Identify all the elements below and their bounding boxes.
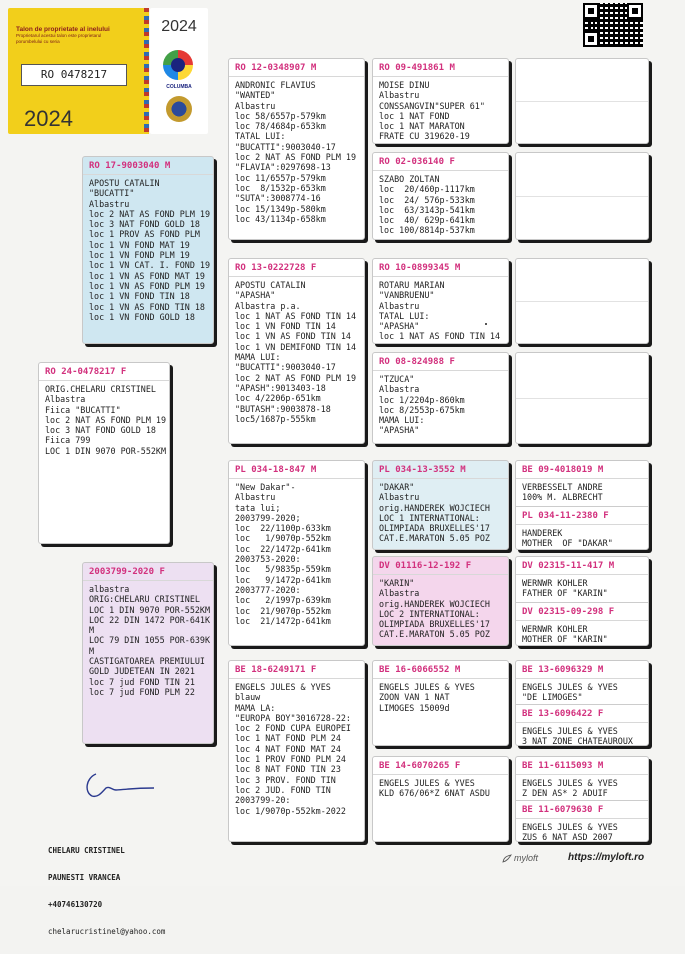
card-details: "DAKAR" Albastru orig.HANDEREK WOJCIECH LOC 1 INTERNATIONAL: OLIMPIADA BRUXELLES'17 CAT.E.MARATON 5.05 POZ [379, 482, 490, 544]
pedigree-card-granddam [372, 152, 509, 240]
owner-email: chelarucristinel@yahoo.com [48, 927, 166, 936]
card-ring: RO 02-036140 F [373, 153, 508, 171]
pedigree-card-grandsire [372, 58, 509, 144]
card-ring: RO 08-824988 F [373, 353, 508, 371]
card-ring: BE 09-4018019 M [516, 461, 648, 479]
card-ring: RO 17-9003040 M [83, 157, 213, 175]
footer [502, 853, 682, 869]
pedigree-card-dakar-parents [515, 460, 649, 550]
card-ring: BE 18-6249171 F [229, 661, 364, 679]
card-details: albastra ORIG:CHELARU CRISTINEL LOC 1 DIN 9070 POR-552KM LOC 22 DIN 1472 POR-641K M LOC 79 DIN 1055 POR-639K M CASTIGATOAREA PREMIULUI GOLD JUDETEAN IN 2021 loc 7 jud FOND TIN 21 loc 7 jud FOND PLM 22 [89, 584, 211, 697]
empty-card [515, 352, 649, 444]
talon-ring-number: RO 0478217 [21, 64, 127, 86]
card-ring: DV 02315-09-298 F [516, 603, 648, 621]
card-ring: RO 13-0222728 F [229, 259, 364, 277]
card-details: ENGELS JULES & YVES ZOON VAN 1 NAT LIMOGES 15009d [379, 682, 475, 713]
pedigree-card-engels-sire [372, 660, 509, 746]
card-details: ORIG.CHELARU CRISTINEL Albastra Fiica "BUCATTI" loc 2 NAT AS FOND PLM 19 loc 3 NAT FOND GOLD 18 Fiica 799 LOC 1 DIN 9070 POR-552KM [45, 384, 167, 456]
card-details: "TZUCA" Albastra loc 1/2204p-860km loc 8/2553p-675km MAMA LUI: "APASHA" [379, 374, 465, 436]
footer-brand: myloft [514, 853, 539, 863]
card-ring: BE 16-6066552 M [373, 661, 508, 679]
card-details: VERBESSELT ANDRE 100% M. ALBRECHT [522, 482, 603, 503]
card-details: APOSTU CATALIN "APASHA" Albastra p.a. loc 1 NAT AS FOND TIN 14 loc 1 VN FOND TIN 14 loc 1 VN AS FOND TIN 14 loc 1 VN DEMIFOND TIN 14 MAMA LUI: "BUCATTI":9003040-17 loc 2 NAT AS FOND PLM 19 "APASH":9013403-18 loc 4/2206p-651km "BUTASH":9003878-18 loc5/1687p-555km [235, 280, 357, 424]
flag-stripe [144, 8, 149, 134]
footer-url[interactable]: https://myloft.ro [568, 852, 645, 863]
card-details: "KARIN" Albastra orig.HANDEREK WOJCIECH LOC 2 INTERNATIONAL: OLIMPIADA BRUXELLES'17 CAT.E.MARATON 5.05 POZ [379, 578, 490, 640]
columba-logo-icon [163, 50, 193, 80]
card-details: ENGELS JULES & YVES ZUS 6 NAT ASD 2007 [522, 822, 618, 842]
card-details: ANDRONIC FLAVIUS "WANTED" Albastru loc 58/6557p-579km loc 78/4684p-653km TATAL LUI: "BUCATTI":9003040-17 loc 2 NAT AS FOND PLM 19 "FLAVIA":0297698-13 loc 11/6557p-579km loc 8/1532p-653km "SUTA":3008774-16 loc 15/1349p-580km loc 43/1134p-658km [235, 80, 357, 224]
owner-location: PAUNESTI VRANCEA [48, 873, 121, 882]
card-ring: RO 10-0899345 M [373, 259, 508, 277]
card-details: SZABO ZOLTAN loc 20/460p-1117km loc 24/ 576p-533km loc 63/3143p-541km loc 40/ 629p-641km loc 100/8814p-537km [379, 174, 475, 236]
card-details: WERNWR KOHLER FATHER OF "KARIN" [522, 578, 608, 599]
pedigree-card-dam-sire [372, 258, 509, 344]
card-ring: DV 02315-11-417 M [516, 557, 648, 575]
talon-title: Talon de proprietate al inelului [16, 26, 110, 33]
federation-logo-icon [166, 96, 192, 122]
card-ring: BE 14-6070265 F [373, 757, 508, 775]
pedigree-card-new-dakar [228, 460, 365, 646]
card-ring: RO 24-0478217 F [39, 363, 169, 381]
owner-contact [48, 828, 165, 954]
card-ring: BE 13-6096422 F [516, 705, 648, 723]
pedigree-card-engels-dam [228, 660, 365, 842]
pedigree-card-2003799 [82, 562, 214, 744]
owner-name: CHELARU CRISTINEL [48, 846, 125, 855]
empty-card [515, 258, 649, 344]
ownership-talon [8, 8, 145, 134]
card-details: ROTARU MARIAN "VANBRUENU" Albastru TATAL LUI: "APASHA" loc 1 NAT AS FOND TIN 14 [379, 280, 501, 342]
card-details: APOSTU CATALIN "BUCATTI" Albastru loc 2 NAT AS FOND PLM 19 loc 3 NAT FOND GOLD 18 loc 1 PROV AS FOND PLM loc 1 VN FOND MAT 19 loc 1 VN FOND PLM 19 loc 1 VN CAT. I. FOND 19 loc 1 VN AS FOND MAT 19 loc 1 VN AS FOND PLM 19 loc 1 VN FOND TIN 18 loc 1 VN AS FOND TIN 18 loc 1 VN FOND GOLD 18 [89, 178, 211, 322]
pedigree-card-engels-dam-dam [372, 756, 509, 842]
pedigree-card-dam [228, 258, 365, 444]
card-ring: PL 034-13-3552 M [373, 461, 508, 479]
pedigree-card-engels-dam-parents [515, 756, 649, 842]
card-ring: 2003799-2020 F [83, 563, 213, 581]
card-ring: BE 11-6115093 M [516, 757, 648, 775]
card-ring: PL 034-18-847 M [229, 461, 364, 479]
myloft-logo-icon [502, 854, 512, 864]
card-details: ENGELS JULES & YVES blauw MAMA LA: "EUROPA BOY"3016728-22: loc 2 FOND CUPA EUROPEI loc 1 NAT FOND PLM 24 loc 4 NAT FOND MAT 24 loc 1 PROV FOND PLM 24 loc 8 NAT FOND TIN 23 loc 3 PROV. FOND TIN loc 2 JUD. FOND TIN 2003799-20: loc 1/9070p-552km-2022 [235, 682, 351, 816]
pedigree-card-engels-sire-parents [515, 660, 649, 746]
card-details: "New Dakar"- Albastru tata lui; 2003799-2020; loc 22/1100p-633km loc 1/9070p-552km loc 22/1472p-641km 2003753-2020: loc 5/9835p-559km loc 9/1472p-641km 2003777-2020: loc 2/1997p-639km loc 21/9070p-552km loc 21/1472p-641km [235, 482, 331, 626]
talon-logo-panel [150, 8, 208, 134]
pedigree-card-karin [372, 556, 509, 646]
talon-year-bottom: 2024 [24, 106, 73, 131]
card-ring: BE 11-6079630 F [516, 801, 648, 819]
signature [82, 770, 162, 800]
card-details: HANDEREK MOTHER OF "DAKAR" [522, 528, 613, 549]
empty-card [515, 152, 649, 240]
pedigree-card-dam-dam [372, 352, 509, 444]
card-details: MOISE DINU Albastru CONSSANGVIN"SUPER 61" loc 1 NAT FOND loc 1 NAT MARATON FRATE CU 319620-19 [379, 80, 485, 142]
card-details: WERNWR KOHLER MOTHER OF "KARIN" [522, 624, 608, 645]
talon-year-top: 2024 [161, 18, 197, 35]
card-ring: BE 13-6096329 M [516, 661, 648, 679]
qr-code-icon [583, 3, 643, 47]
logo-text: COLUMBA [166, 84, 192, 90]
card-ring: PL 034-11-2380 F [516, 507, 648, 525]
card-details: ENGELS JULES & YVES KLD 676/06*Z 6NAT ASDU [379, 778, 490, 799]
pedigree-card-bucatti [82, 156, 214, 344]
card-details: ENGELS JULES & YVES Z DEN AS* 2 ADUIF [522, 778, 618, 799]
pedigree-card-sire [228, 58, 365, 240]
pedigree-card-karin-parents [515, 556, 649, 646]
card-ring: DV 01116-12-192 F [373, 557, 508, 575]
pedigree-card-dakar [372, 460, 509, 550]
pedigree-card-main [38, 362, 170, 544]
card-ring: RO 09-491861 M [373, 59, 508, 77]
card-details: ENGELS JULES & YVES 3 NAT ZONE CHATEAUROUX [522, 726, 633, 746]
talon-subtitle: Proprietarul acestui talon este proprietarul porumbelului cu seria [16, 33, 102, 44]
card-ring: RO 12-0348907 M [229, 59, 364, 77]
owner-phone: +40746130720 [48, 900, 103, 909]
empty-card [515, 58, 649, 144]
card-details: ENGELS JULES & YVES "DE LIMOGES" [522, 682, 618, 703]
